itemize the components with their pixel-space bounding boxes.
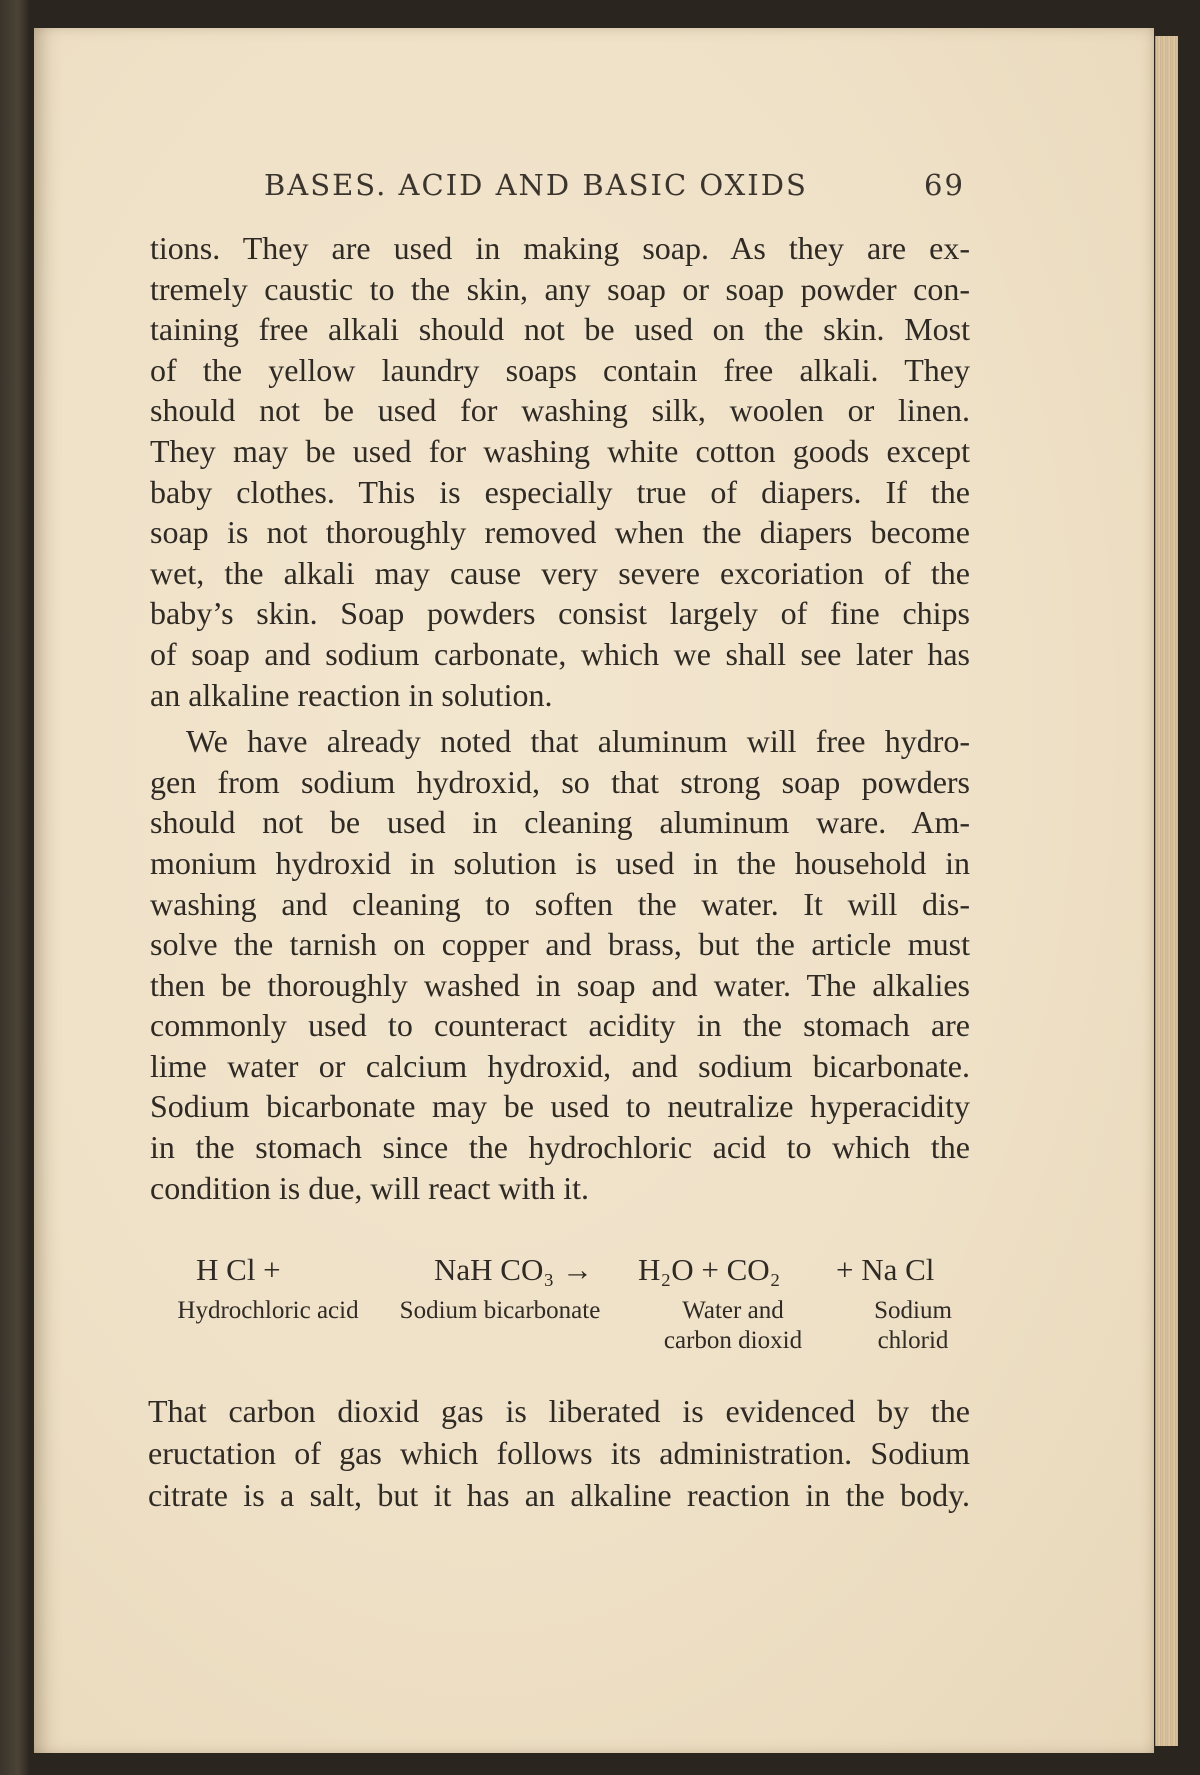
running-title: BASES. ACID AND BASIC OXIDS — [264, 168, 808, 202]
paragraph-2 — [150, 721, 970, 1208]
text-line: should not be used for washing silk, woolen or linen. — [150, 392, 970, 429]
text-line: taining free alkali should not be used on the skin. Most — [150, 311, 970, 348]
text-line: We have already noted that aluminum will free hydro- — [186, 723, 970, 760]
text-line: lime water or calcium hydroxid, and sodium bicarbonate. — [150, 1047, 970, 1084]
text-line: condition is due, will react with it. — [150, 1169, 590, 1206]
text-line: should not be used in cleaning aluminum ware. Am- — [150, 804, 970, 841]
equation-label-water-carbon-dioxid: Water and carbon dioxid — [663, 1297, 803, 1354]
text-line: Sodium bicarbonate may be used to neutralize hyperacidity — [150, 1088, 970, 1125]
text-line: They may be used for washing white cotton goods except — [150, 432, 970, 469]
text-line: in the stomach since the hydrochloric acid to which the — [150, 1129, 970, 1166]
text-line: washing and cleaning to soften the water. It will dis- — [150, 885, 970, 922]
text-line: wet, the alkali may cause very severe excoriation of the — [150, 554, 970, 591]
equation-term-nacl: + Na Cl — [836, 1252, 935, 1287]
text-line: soap is not thoroughly removed when the diapers become — [150, 514, 970, 551]
page-stack-edge — [1155, 36, 1178, 1746]
text-line: tremely caustic to the skin, any soap or soap powder con- — [150, 270, 970, 307]
text-line: That carbon dioxid gas is liberated is evidenced by the — [148, 1393, 970, 1429]
closing-paragraph — [148, 1390, 970, 1516]
text-line: baby clothes. This is especially true of diapers. If the — [150, 473, 970, 510]
text-line: monium hydroxid in solution is used in the household in — [150, 844, 970, 881]
text-line: of the yellow laundry soaps contain free alkali. They — [150, 351, 970, 388]
text-line: tions. They are used in making soap. As they are ex- — [150, 230, 970, 266]
equation-term-h2o-co2: H₂O + CO₂ — [638, 1252, 781, 1287]
equation-label-hydrochloric-acid: Hydrochloric acid — [177, 1297, 359, 1324]
text-line: of soap and sodium carbonate, which we shall see later has — [150, 635, 970, 672]
equation-term-hcl: H Cl + — [196, 1252, 281, 1287]
text-line: commonly used to counteract acidity in the stomach are — [150, 1007, 970, 1044]
text-line: solve the tarnish on copper and brass, but the article must — [150, 926, 970, 963]
chemical-equation — [148, 1252, 978, 1362]
equation-term-nahco3: NaH CO₃ → — [434, 1252, 593, 1287]
text-line: eructation of gas which follows its administration. Sodium — [148, 1435, 970, 1471]
text-line: baby’s skin. Soap powders consist largely of fine chips — [150, 595, 970, 632]
body-text — [150, 228, 970, 1208]
text-line: gen from sodium hydroxid, so that strong soap powders — [150, 763, 970, 800]
equation-label-sodium-chlorid: Sodium chlorid — [874, 1297, 952, 1354]
equation-label-sodium-bicarbonate: Sodium bicarbonate — [399, 1297, 601, 1324]
text-line: an alkaline reaction in solution. — [150, 676, 553, 713]
page-number: 69 — [924, 168, 965, 202]
paragraph-1 — [150, 228, 970, 715]
text-line: citrate is a salt, but it has an alkaline reaction in the body. — [148, 1477, 970, 1513]
text-line: then be thoroughly washed in soap and water. The alkalies — [150, 966, 970, 1003]
